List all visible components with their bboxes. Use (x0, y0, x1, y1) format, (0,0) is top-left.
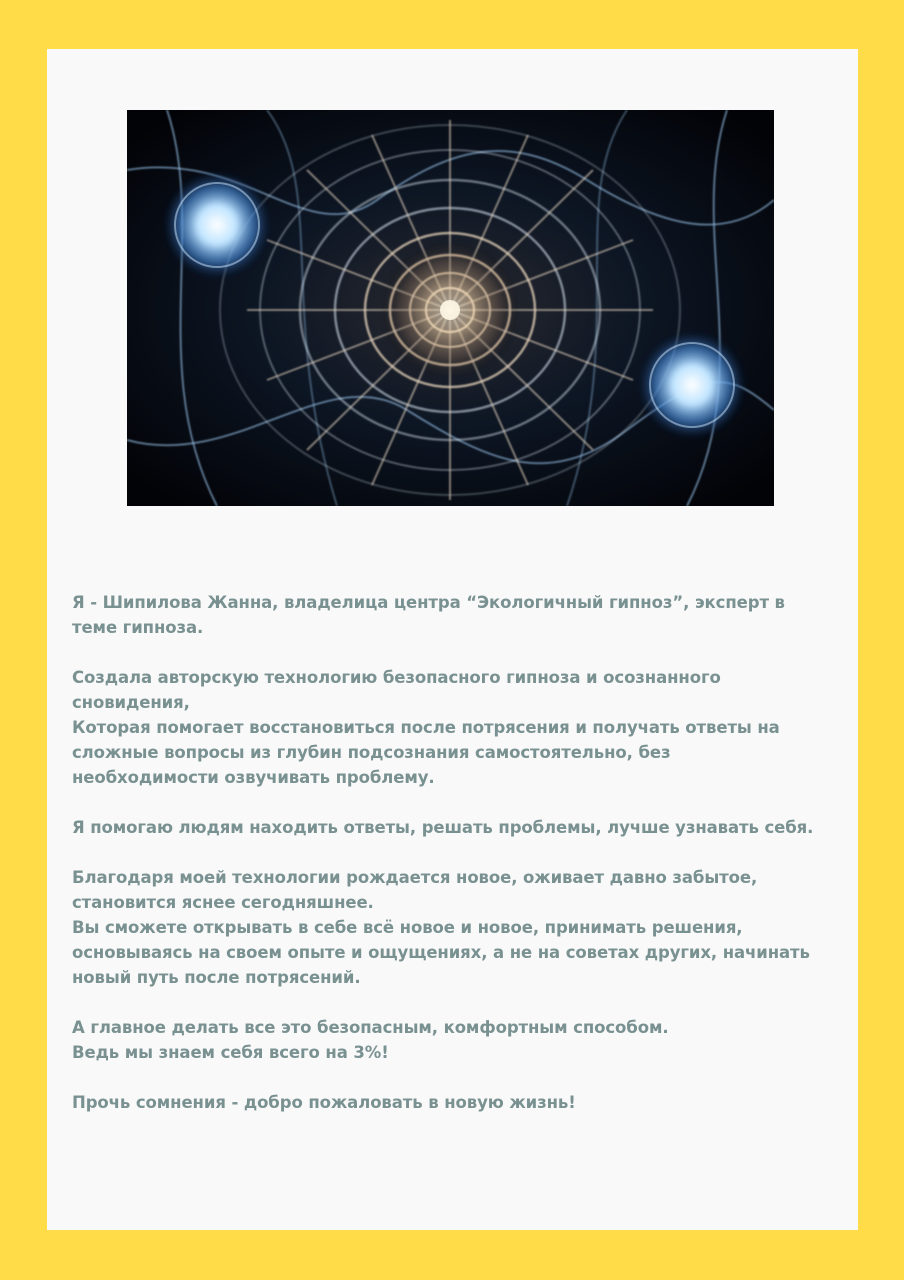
text-line: необходимости озвучивать проблему. (72, 768, 435, 787)
paragraph-help (72, 815, 842, 840)
text-line: Которая помогает восстановиться после потрясения и получать ответы на (72, 718, 780, 737)
fractal-spiral-graphic (127, 110, 774, 506)
text-line: новый путь после потрясений. (72, 968, 361, 987)
text-line: становится яснее сегодняшнее. (72, 893, 374, 912)
paragraph-main (72, 1015, 842, 1065)
paragraph-welcome (72, 1090, 842, 1115)
text-line: теме гипноза. (72, 618, 204, 637)
intro-text (72, 590, 842, 1140)
text-line: Создала авторскую технологию безопасного гипноза и осознанного (72, 668, 721, 687)
text-line: сновидения, (72, 693, 190, 712)
text-line: А главное делать все это безопасным, комфортным способом. (72, 1018, 669, 1037)
content-card (47, 49, 858, 1230)
paragraph-benefits (72, 865, 842, 990)
text-line: Вы сможете открывать в себе всё новое и новое, принимать решения, (72, 918, 743, 937)
text-line: Ведь мы знаем себя всего на 3%! (72, 1043, 389, 1062)
text-line: сложные вопросы из глубин подсознания самостоятельно, без (72, 743, 671, 762)
text-line: Я помогаю людям находить ответы, решать проблемы, лучше узнавать себя. (72, 818, 814, 837)
text-line: основываясь на своем опыте и ощущениях, а не на советах других, начинать (72, 943, 810, 962)
fractal-spiral-image (127, 110, 774, 506)
text-line: Прочь сомнения - добро пожаловать в новую жизнь! (72, 1093, 576, 1112)
paragraph-technology (72, 665, 842, 790)
text-line: Благодаря моей технологии рождается новое, оживает давно забытое, (72, 868, 758, 887)
paragraph-intro (72, 590, 842, 640)
text-line: Я - Шипилова Жанна, владелица центра “Экологичный гипноз”, эксперт в (72, 593, 785, 612)
